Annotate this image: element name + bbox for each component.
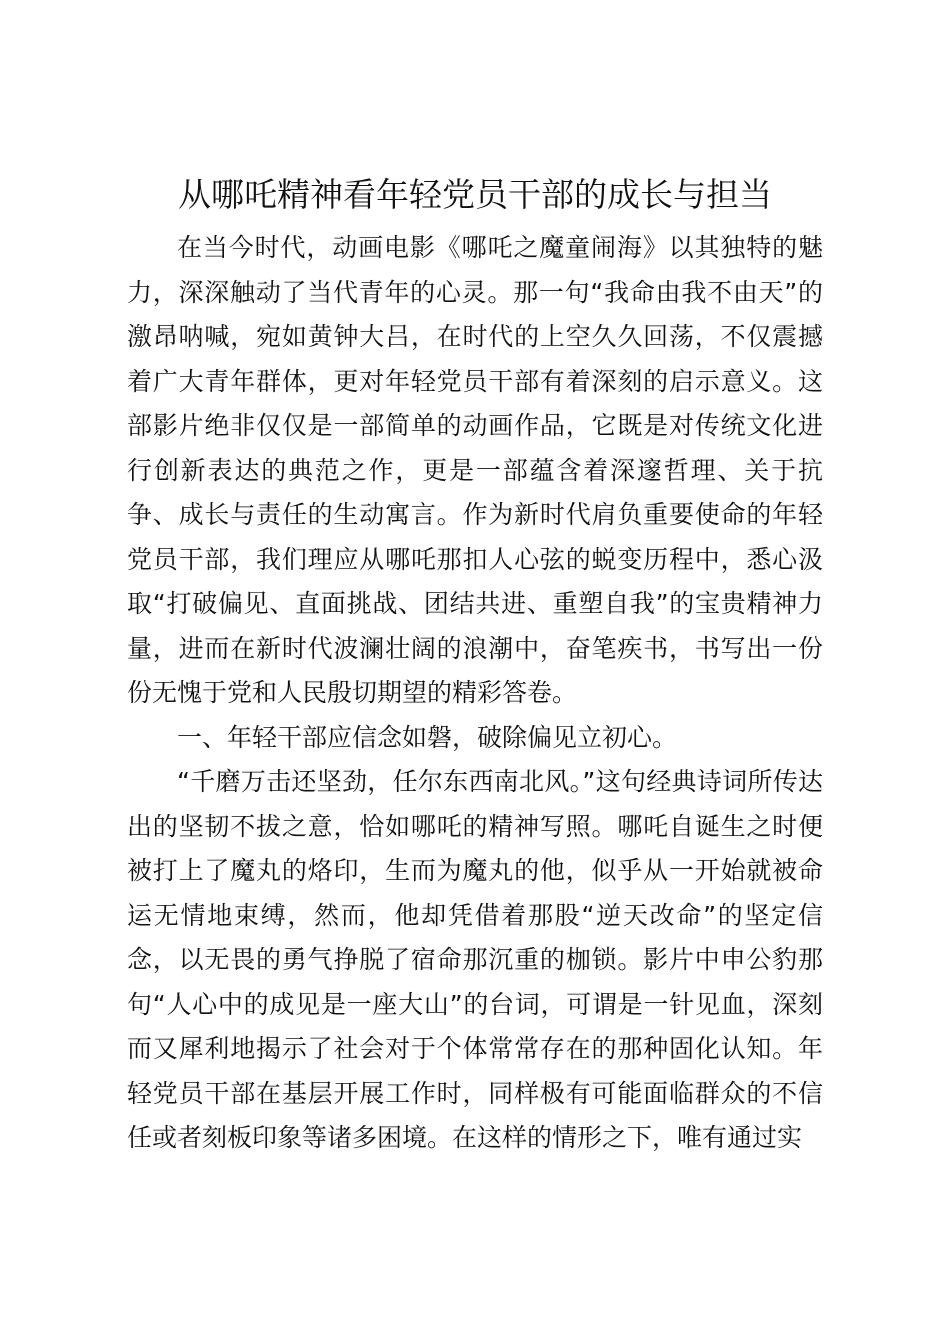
paragraph-section-1: “千磨万击还坚劲，任尔东西南北风。”这句经典诗词所传达出的坚韧不拔之意，恰如哪吒的精神写照。哪吒自诞生之时便被打上了魔丸的烙印，生而为魔丸的他，似乎从一开始就被命运无情地束缚，然而，他却凭借着那股“逆天改命”的坚定信念，以无畏的勇气挣脱了宿命那沉重的枷锁。影片中申公豹那句“人心中的成见是一座大山”的台词，可谓是一针见血，深刻而又犀利地揭示了社会对于个体常常存在的那种固化认知。年轻党员干部在基层开展工作时，同样极有可能面临群众的不信任或者刻板印象等诸多困境。在这样的情形之下，唯有通过实	[127, 767, 823, 1152]
document-title: 从哪吒精神看年轻党员干部的成长与担当	[178, 175, 772, 214]
section-heading-1: 一、年轻干部应信念如磐，破除偏见立初心。	[177, 722, 678, 752]
paragraph-intro: 在当今时代，动画电影《哪吒之魔童闹海》以其独特的魅力，深深触动了当代青年的心灵。那一句“我命由我不由天”的激昂呐喊，宛如黄钟大吕，在时代的上空久久回荡，不仅震撼着广大青年群体，更对年轻党员干部有着深刻的启示意义。这部影片绝非仅仅是一部简单的动画作品，它既是对传统文化进行创新表达的典范之作，更是一部蕴含着深邃哲理、关于抗争、成长与责任的生动寓言。作为新时代肩负重要使命的年轻党员干部，我们理应从哪吒那扣人心弦的蜕变历程中，悉心汲取“打破偏见、直面挑战、团结共进、重塑自我”的宝贵精神力量，进而在新时代波澜壮阔的浪潮中，奋笔疾书，书写出一份份无愧于党和人民殷切期望的精彩答卷。	[127, 233, 823, 707]
document-body	[127, 226, 823, 1161]
